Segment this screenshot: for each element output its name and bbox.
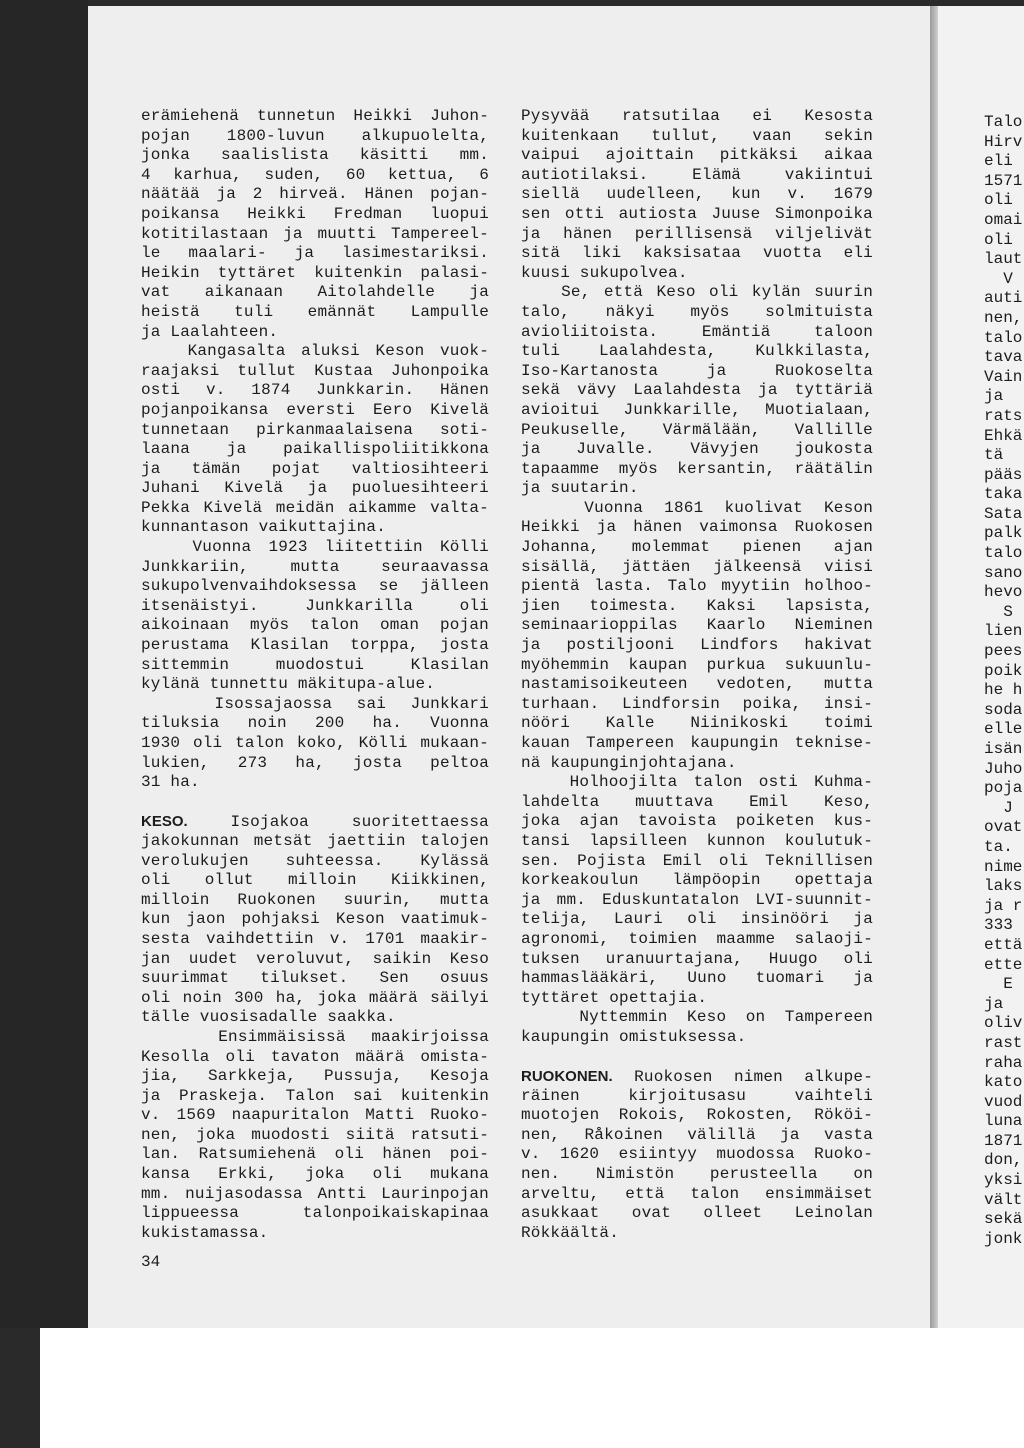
text-line: ja Laalahteen. — [141, 322, 279, 341]
text-line: le maalari- ja lasimestariksi. — [141, 244, 489, 263]
next-page-text-fragment — [984, 113, 1024, 1249]
text-line: seminaarioppilas Kaarlo Nieminen — [521, 616, 873, 635]
left-text-column — [141, 107, 489, 1243]
right-text-column — [521, 107, 873, 1243]
text-line: ja hänen perillisensä viljelivät — [521, 224, 873, 243]
text-line: Rökkäältä. — [521, 1223, 620, 1242]
text-line: arveltu, että talon ensimmäiset — [521, 1184, 873, 1203]
next-page-line: rats — [984, 406, 1023, 425]
text-line: kuusi sukupolvea. — [521, 263, 688, 282]
next-page-line: rast — [984, 1033, 1023, 1052]
text-line: oli ollut milloin Kiikkinen, — [141, 871, 489, 890]
text-line: Pysyvää ratsutilaa ei Kesosta — [521, 107, 873, 125]
text-line: korkeakoulun lämpöopin opettaja — [521, 871, 873, 890]
text-line: nastamisoikeuteen vedoten, mutta — [521, 675, 873, 694]
next-page-line: oli — [984, 191, 1013, 210]
text-line: Peukuselle, Värmälään, Vallille — [521, 420, 873, 439]
text-line: osti v. 1874 Junkkarin. Hänen — [141, 381, 489, 400]
text-line: autiotilaksi. Elämä vakiintui — [521, 165, 873, 184]
text-line: tansi lapsilleen kunnon koulutuk- — [521, 831, 873, 850]
next-page-line: raha — [984, 1053, 1023, 1072]
next-page-line: soda — [984, 700, 1023, 719]
text-line — [521, 1048, 873, 1068]
text-line: räinen kirjoitusasu vaihteli — [521, 1086, 873, 1105]
next-page-line: talo — [984, 328, 1023, 347]
text-line: kukistamassa. — [141, 1223, 269, 1242]
text-line: ja suutarin. — [521, 479, 639, 498]
next-page-line: ja — [984, 387, 1004, 406]
next-page-line: 333 — [984, 916, 1013, 935]
text-line: jia, Sarkkeja, Pussuja, Kesoja — [141, 1067, 489, 1086]
text-line: Kangasalta aluksi Keson vuok- — [141, 342, 489, 361]
text-line: tälle vuosisadalle saakka. — [141, 1008, 396, 1027]
next-page-line: vält — [984, 1190, 1023, 1209]
next-page-line: yksi — [984, 1171, 1023, 1190]
scan-border-left — [0, 0, 88, 1448]
next-page-line: oli — [984, 230, 1013, 249]
text-line: milloin Ruokonen suurin, mutta — [141, 890, 489, 909]
text-line: ja tämän pojat valtiosihteeri — [141, 459, 489, 478]
next-page-line: 1871 — [984, 1131, 1023, 1150]
text-line: tunnetaan pirkanmaalaisena soti- — [141, 420, 489, 439]
text-line: joka ajan tavoista poiketen kus- — [521, 812, 873, 831]
text-line: sesta vaihdettiin v. 1701 maakir- — [141, 929, 489, 948]
text-line: verolukujen suhteessa. Kylässä — [141, 851, 489, 870]
text-line: erämiehenä tunnetun Heikki Juhon- — [141, 107, 489, 125]
text-line: pientä lasta. Talo myytiin holhoo- — [521, 577, 873, 596]
text-line: jakokunnan metsät jaettiin talojen — [141, 831, 489, 850]
text-line: aikoinaan myös talon oman pojan — [141, 616, 489, 635]
text-line: sukupolvenvaihdoksessa se jälleen — [141, 577, 489, 596]
text-line: Johanna, molemmat pienen ajan — [521, 538, 873, 557]
next-page-line: talo — [984, 544, 1023, 563]
text-line: nen. Nimistön perusteella on — [521, 1165, 873, 1184]
next-page-line: omai — [984, 210, 1023, 229]
text-line: Junkkariin, mutta seuraavassa — [141, 557, 489, 576]
text-line: sisällä, jättäen jälkeensä viisi — [521, 557, 873, 576]
text-line: tyttäret opettajia. — [521, 988, 708, 1007]
next-page-line: pees — [984, 642, 1023, 661]
next-page-line: ta. — [984, 837, 1013, 856]
next-page-line: isän — [984, 740, 1023, 758]
text-line: raajaksi tullut Kustaa Juhonpoika — [141, 361, 489, 380]
next-page-line: V — [984, 269, 1013, 288]
text-line: nööri Kalle Niinikoski toimi — [521, 714, 873, 733]
text-line: Ensimmäisissä maakirjoissa — [141, 1027, 489, 1046]
text-line: KESO. Isojakoa suoritettaessa — [141, 813, 489, 832]
text-line: jonka saalislista käsitti mm. — [141, 146, 489, 165]
text-line: turhaan. Lindforsin poika, insi- — [521, 694, 873, 713]
next-page-line: vuod — [984, 1092, 1023, 1111]
text-line: telija, Lauri oli insinööri ja — [521, 910, 873, 929]
text-line: jan uudet veroluvut, saikin Keso — [141, 949, 489, 968]
text-line: suurimmat tilukset. Sen osuus — [141, 969, 489, 988]
next-page-line: eli — [984, 152, 1013, 171]
text-line: Isossajaossa sai Junkkari — [141, 694, 489, 713]
text-line: kuitenkaan tullut, vaan sekin — [521, 126, 873, 145]
text-line: kunnantason vaikuttajina. — [141, 518, 387, 537]
next-page-line: Ehkä — [984, 426, 1023, 445]
text-line: lippueessa talonpoikaiskapinaa — [141, 1204, 489, 1223]
text-line: avioliitoista. Emäntiä taloon — [521, 322, 873, 341]
scan-border-bottom — [0, 1328, 1024, 1448]
text-line: asukkaat ovat olleet Leinolan — [521, 1204, 873, 1223]
next-page-line: tava — [984, 348, 1023, 367]
text-line: Heikin tyttäret kuitenkin palasi- — [141, 263, 489, 282]
next-page-line: luna — [984, 1112, 1023, 1131]
page-number: 34 — [141, 1253, 161, 1271]
next-page-line: taka — [984, 485, 1023, 504]
next-page-line: hevo — [984, 583, 1023, 602]
next-page-line: J — [984, 798, 1013, 817]
text-line: Holhoojilta talon osti Kuhma- — [521, 773, 873, 792]
next-page-line: Sata — [984, 504, 1023, 523]
text-line: RUOKONEN. Ruokosen nimen alkupe- — [521, 1068, 873, 1087]
text-line: Se, että Keso oli kylän suurin — [521, 283, 873, 302]
next-page-line: sekä — [984, 1210, 1023, 1229]
text-line: kotitilastaan ja muutti Tampereel- — [141, 224, 489, 243]
next-page-line: että — [984, 935, 1023, 954]
text-line: 1930 oli talon koko, Kölli mukaan- — [141, 734, 489, 752]
next-page-line: ja — [984, 994, 1004, 1013]
page-gutter — [930, 6, 938, 1328]
text-line: muotojen Rokois, Rokosten, Rököi- — [521, 1106, 873, 1125]
next-page-line: E — [984, 975, 1013, 994]
text-line: lahdelta muuttava Emil Keso, — [521, 792, 873, 811]
next-page-line: sano — [984, 563, 1023, 582]
text-line: kansa Erkki, joka oli mukana — [141, 1165, 489, 1184]
next-page-line: palk — [984, 524, 1023, 543]
text-line: pojan 1800-luvun alkupuolelta, — [141, 126, 489, 145]
text-line: tuli Laalahdesta, Kulkkilasta, — [521, 342, 873, 361]
next-page-line: 1571 — [984, 171, 1023, 190]
text-line — [141, 793, 489, 813]
next-page-line: laks — [984, 877, 1023, 896]
next-page-line: S — [984, 602, 1013, 621]
text-line: 31 ha. — [141, 773, 200, 792]
next-page-line: Vain — [984, 367, 1023, 386]
text-line: tuksen uranuurtajana, Huugo oli — [521, 949, 873, 968]
section-heading: RUOKONEN. — [521, 1068, 613, 1086]
text-line: tapaamme myös kersantin, räätälin — [521, 459, 873, 478]
next-page-line: tä — [984, 446, 1004, 465]
text-line: talo, näkyi myös solmituista — [521, 302, 873, 321]
text-line: lukien, 273 ha, josta peltoa — [141, 753, 489, 772]
text-line: sekä vävy Laalahdesta ja tyttäriä — [521, 381, 873, 400]
text-line: laana ja paikallispoliitikkona — [141, 440, 489, 459]
next-page-line: poik — [984, 661, 1023, 680]
next-page-line: kato — [984, 1073, 1023, 1092]
text-line: Nyttemmin Keso on Tampereen — [521, 1008, 873, 1027]
next-page-line: poja — [984, 779, 1023, 798]
next-page-line: ovat — [984, 818, 1023, 837]
next-page-line: don, — [984, 1151, 1023, 1170]
text-line: vat aikanaan Aitolahdelle ja — [141, 283, 489, 302]
text-line: Kesolla oli tavaton määrä omista- — [141, 1047, 489, 1066]
text-line: lan. Ratsumiehenä oli hänen poi- — [141, 1145, 489, 1164]
next-page-line: Hirv — [984, 132, 1023, 151]
text-line: Juhani Kivelä ja puoluesihteeri — [141, 479, 489, 498]
text-line: kauan Tampereen kaupungin teknise- — [521, 734, 873, 752]
next-page-line: he h — [984, 681, 1023, 700]
text-line: sitä liki kaksisataa vuotta eli — [521, 244, 873, 263]
text-line: siellä uudelleen, kun v. 1679 — [521, 185, 873, 204]
text-line: heistä tuli emännät Lampulle — [141, 302, 489, 321]
text-line: nen, Råkoinen välillä ja vasta — [521, 1125, 873, 1144]
text-line: nen, joka muodosti siitä ratsuti- — [141, 1125, 489, 1144]
text-line: hammaslääkäri, Uuno tuomari ja — [521, 969, 873, 988]
scan-border-bottom-left — [0, 1328, 40, 1448]
text-line: jien toimesta. Kaksi lapsista, — [521, 596, 873, 615]
text-line: tiluksia noin 200 ha. Vuonna — [141, 714, 489, 733]
text-line: avioitui Junkkarille, Muotialaan, — [521, 400, 873, 419]
text-line: oli noin 300 ha, joka määrä säilyi — [141, 988, 489, 1007]
next-page-line: Talo — [984, 113, 1023, 131]
text-line: ja mm. Eduskuntatalon LVI-suunnit- — [521, 890, 873, 909]
text-line: ja Praskeja. Talon sai kuitenkin — [141, 1086, 489, 1105]
text-line: 4 karhua, suden, 60 kettua, 6 — [141, 165, 489, 184]
text-line: v. 1620 esiintyy muodossa Ruoko- — [521, 1145, 873, 1164]
text-line: sen otti autiosta Juuse Simonpoika — [521, 204, 873, 223]
next-page-line: Juho — [984, 759, 1023, 778]
text-line: ja Juvalle. Vävyjen joukosta — [521, 440, 873, 459]
section-heading: KESO. — [141, 813, 188, 831]
text-line: nä kaupunginjohtajana. — [521, 753, 737, 772]
next-page-line: laut — [984, 250, 1023, 269]
text-line: näätää ja 2 hirveä. Hänen pojan- — [141, 185, 489, 204]
text-line: v. 1569 naapuritalon Matti Ruoko- — [141, 1106, 489, 1125]
next-page-line: auti — [984, 289, 1023, 308]
text-line: Iso-Kartanosta ja Ruokoselta — [521, 361, 873, 380]
text-line: Vuonna 1861 kuolivat Keson — [521, 498, 873, 517]
text-line: myöhemmin kaupan purkua sukuunlu- — [521, 655, 873, 674]
text-line: kylänä tunnettu mäkitupa-alue. — [141, 675, 436, 694]
text-line: kaupungin omistuksessa. — [521, 1027, 747, 1046]
next-page-line: nime — [984, 857, 1023, 876]
next-page-line: nen, — [984, 308, 1023, 327]
text-line: mm. nuijasodassa Antti Laurinpojan — [141, 1184, 489, 1203]
text-line: Heikki ja hänen vaimonsa Ruokosen — [521, 518, 873, 537]
text-line: ja postiljooni Lindfors hakivat — [521, 636, 873, 655]
text-line: pojanpoikansa eversti Eero Kivelä — [141, 400, 489, 419]
next-page-line: jonk — [984, 1229, 1023, 1248]
next-page-line: elle — [984, 720, 1023, 739]
text-line: Vuonna 1923 liitettiin Kölli — [141, 538, 489, 557]
next-page-line: lien — [984, 622, 1023, 641]
text-line: vaipui ajoittain pitkäksi aikaa — [521, 146, 873, 165]
next-page-line: ette — [984, 955, 1023, 974]
text-line: kun jaon pohjaksi Keson vaatimuk- — [141, 910, 489, 929]
next-page-line: ja r — [984, 896, 1023, 915]
next-page-line: pääs — [984, 465, 1023, 484]
text-line: agronomi, toimien maamme salaoji- — [521, 929, 873, 948]
text-line: perustama Klasilan torppa, josta — [141, 636, 489, 655]
text-line: poikansa Heikki Fredman luopui — [141, 204, 489, 223]
next-page-line: oliv — [984, 1014, 1023, 1033]
text-line: itsenäistyi. Junkkarilla oli — [141, 596, 489, 615]
text-line: Pekka Kivelä meidän aikamme valta- — [141, 498, 489, 517]
text-line: sen. Pojista Emil oli Teknillisen — [521, 851, 873, 870]
text-line: sittemmin muodostui Klasilan — [141, 655, 489, 674]
